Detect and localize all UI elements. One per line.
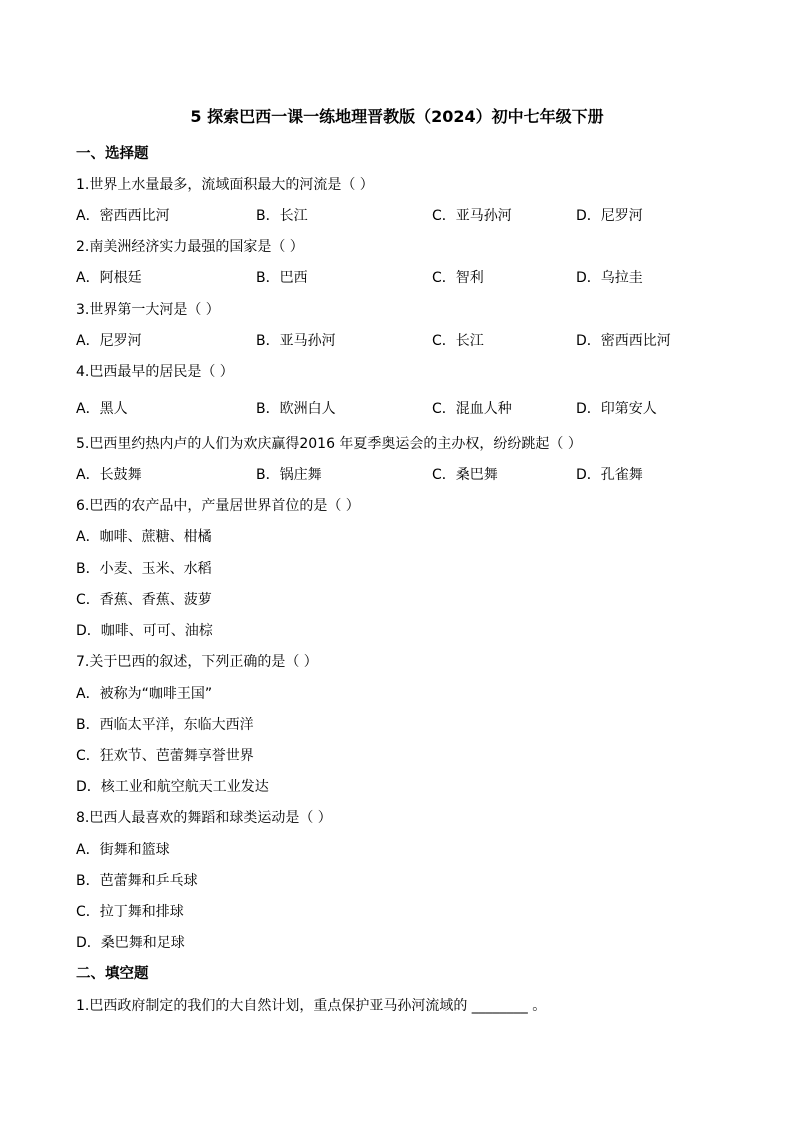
question-3-stem: 3.世界第一大河是（ ） bbox=[76, 302, 220, 318]
question-2-option-d: D．乌拉圭 bbox=[576, 270, 643, 286]
section-heading-choice: 一、选择题 bbox=[76, 146, 149, 162]
question-8-stem: 8.巴西人最喜欢的舞蹈和球类运动是（ ） bbox=[76, 810, 332, 826]
question-2-option-c: C．智利 bbox=[432, 270, 484, 286]
question-6-option-b: B．小麦、玉米、水稻 bbox=[76, 561, 212, 577]
question-6-option-c: C．香蕉、香蕉、菠萝 bbox=[76, 592, 212, 608]
question-4-stem: 4.巴西最早的居民是（ ） bbox=[76, 364, 234, 380]
question-5-option-d: D．孔雀舞 bbox=[576, 467, 643, 483]
question-8-option-c: C．拉丁舞和排球 bbox=[76, 904, 184, 920]
question-6-option-d: D．咖啡、可可、油棕 bbox=[76, 623, 213, 639]
question-2-stem: 2.南美洲经济实力最强的国家是（ ） bbox=[76, 239, 304, 255]
question-5-stem: 5.巴西里约热内卢的人们为欢庆赢得2016 年夏季奥运会的主办权，纷纷跳起（ ） bbox=[76, 436, 582, 452]
question-5-option-a: A．长鼓舞 bbox=[76, 467, 142, 483]
question-4-option-d: D．印第安人 bbox=[576, 401, 657, 417]
fill-question-1: 1.巴西政府制定的我们的大自然计划，重点保护亚马孙河流域的 ________ 。 bbox=[76, 998, 547, 1014]
question-7-option-b: B．西临太平洋，东临大西洋 bbox=[76, 717, 254, 733]
question-3-option-b: B．亚马孙河 bbox=[256, 333, 336, 349]
question-6-option-a: A．咖啡、蔗糖、柑橘 bbox=[76, 529, 212, 545]
question-2-option-a: A．阿根廷 bbox=[76, 270, 142, 286]
question-5-option-b: B．锅庄舞 bbox=[256, 467, 322, 483]
question-1-stem: 1.世界上水量最多，流域面积最大的河流是（ ） bbox=[76, 177, 374, 193]
question-8-option-a: A．街舞和篮球 bbox=[76, 842, 170, 858]
question-5-option-c: C．桑巴舞 bbox=[432, 467, 498, 483]
question-1-option-a: A．密西西比河 bbox=[76, 208, 170, 224]
question-7-option-c: C．狂欢节、芭蕾舞享誉世界 bbox=[76, 748, 254, 764]
question-2-option-b: B．巴西 bbox=[256, 270, 308, 286]
question-7-stem: 7.关于巴西的叙述，下列正确的是（ ） bbox=[76, 654, 318, 670]
question-4-option-b: B．欧洲白人 bbox=[256, 401, 336, 417]
question-3-option-c: C．长江 bbox=[432, 333, 484, 349]
question-8-option-d: D．桑巴舞和足球 bbox=[76, 935, 185, 951]
question-1-option-b: B．长江 bbox=[256, 208, 308, 224]
question-1-option-d: D．尼罗河 bbox=[576, 208, 643, 224]
question-8-option-b: B．芭蕾舞和乒乓球 bbox=[76, 873, 198, 889]
question-3-option-d: D．密西西比河 bbox=[576, 333, 671, 349]
question-7-option-a: A．被称为“咖啡王国” bbox=[76, 686, 213, 702]
document-title: 5 探索巴西一课一练地理晋教版（2024）初中七年级下册 bbox=[190, 107, 604, 126]
section-heading-fill: 二、填空题 bbox=[76, 966, 149, 982]
question-7-option-d: D．核工业和航空航天工业发达 bbox=[76, 779, 269, 795]
question-4-option-c: C．混血人种 bbox=[432, 401, 512, 417]
question-3-option-a: A．尼罗河 bbox=[76, 333, 142, 349]
question-1-option-c: C．亚马孙河 bbox=[432, 208, 512, 224]
question-4-option-a: A．黑人 bbox=[76, 401, 128, 417]
question-6-stem: 6.巴西的农产品中，产量居世界首位的是（ ） bbox=[76, 498, 360, 514]
